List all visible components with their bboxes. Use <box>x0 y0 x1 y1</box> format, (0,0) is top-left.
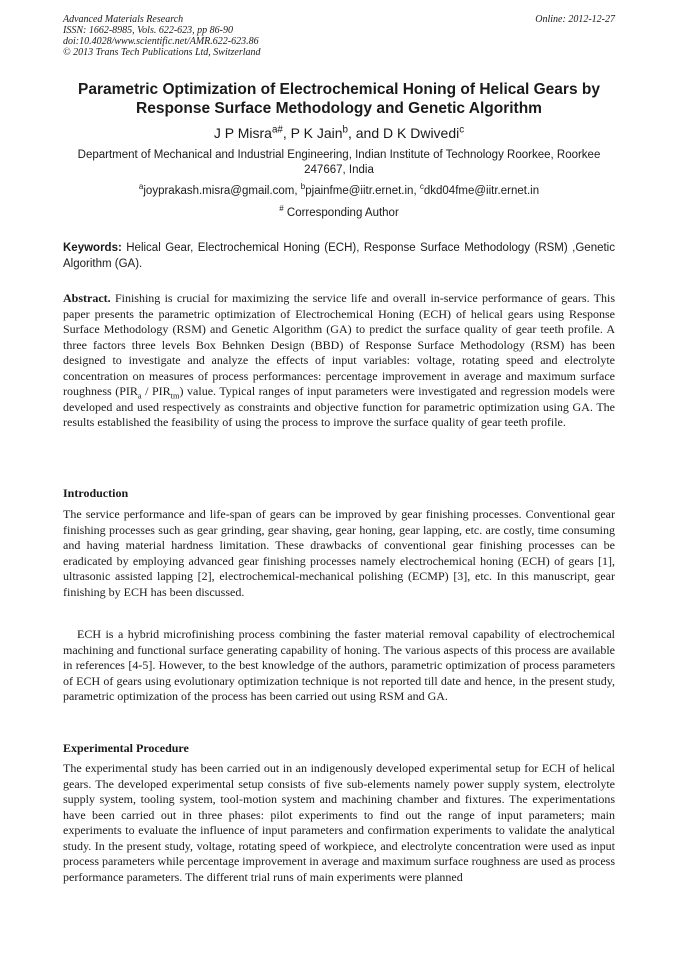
email-address: dkd04fme@iitr.ernet.in <box>423 185 540 197</box>
corresponding-text: Corresponding Author <box>283 207 399 219</box>
keywords-label: Keywords: <box>63 242 122 254</box>
corresponding-author-note <box>60 206 618 221</box>
abstract-label: Abstract. <box>63 291 111 305</box>
email-marker: b <box>300 182 306 192</box>
paper-title: Parametric Optimization of Electrochemical Honing of Helical Gears by Response Surface Methodology and Genetic Algorithm <box>78 81 600 117</box>
abstract-subscript: tm <box>170 391 180 401</box>
email-marker: c <box>419 182 424 192</box>
abstract-subscript: a <box>137 391 142 401</box>
abstract-text: Finishing is crucial for maximizing the service life and overall in-service performance of gears. This paper presents the parametric optimization of Electrochemical Honing (ECH) of helical gears using Response Surface Methodology (RSM) and Genetic Algorithm (GA) to predict the surface quality of gear teeth profile. A three factors three levels Box Behnken Design (BBD) of Response Surface Methodology (RSM) has been designed to investigate and analyze the effects of input variables: voltage, rotating speed and electrolyte concentration on measures of process performances: percentage improvement in average and maximum surface roughness (PIR <box>63 291 615 398</box>
author-emails <box>60 184 618 199</box>
affiliation: Department of Mechanical and Industrial Engineering, Indian Institute of Technology Roorkee, Roorkee 247667, India <box>77 149 601 176</box>
journal-doi: doi:10.4028/www.scientific.net/AMR.622-623.86 <box>63 36 259 47</box>
journal-name: Advanced Materials Research <box>63 14 184 25</box>
author-marker: c <box>459 124 465 136</box>
author-list <box>60 124 618 142</box>
keywords <box>63 240 615 272</box>
introduction-paragraph: ECH is a hybrid microfinishing process combining the faster material removal capability of electrochemical machining and functional surface generating capability of honing. The various aspects of this process are available in references [4-5]. However, to the best knowledge of the authors, parametric optimization of process parameters of ECH of gears using evolutionary optimization technique is not reported till date and hence, in the present study, parametric optimization of the process has been carried out using RSM and GA. <box>63 627 615 703</box>
author-marker: b <box>342 124 348 136</box>
journal-issn: ISSN: 1662-8985, Vols. 622-623, pp 86-90 <box>63 25 233 36</box>
introduction-heading: Introduction <box>63 486 129 500</box>
online-date: Online: 2012-12-27 <box>535 14 615 25</box>
abstract-text: ) value. Typical ranges of input parameters were investigated and regression models were developed and used respectively as constraints and objective function for parametric optimization using GA. The results established the feasibility of using the process to improve the surface quality of gear teeth profile. <box>63 384 615 429</box>
author-marker: a# <box>271 124 283 136</box>
author-separator: , and <box>347 125 383 141</box>
experimental-paragraph: The experimental study has been carried out in an indigenously developed experimental setup for ECH of helical gears. The developed experimental setup consists of five sub-elements namely power supply system, electrolyte supply system, tooling system, tool-motion system and machining chamber and fixtures. The experimentations have been carried out in three phases: pilot experiments to find out the range of input parameters; main experiments to evaluate the influence of input parameters and confirmation experiments to validate the analytical study. In the present study, voltage, rotating speed of workpiece, and electrolyte concentration were used as input process parameters while percentage improvement in average and maximum surface roughness are used as process performance parameters. The different trial runs of main experiments were planned <box>63 761 615 884</box>
email-marker: a <box>138 182 144 192</box>
corresponding-marker: # <box>279 204 284 214</box>
author-name: P K Jain <box>290 125 343 141</box>
experimental-heading: Experimental Procedure <box>63 741 189 755</box>
email-address: pjainfme@iitr.ernet.in, <box>305 185 420 197</box>
journal-header <box>63 14 615 58</box>
author-name: D K Dwivedi <box>383 125 460 141</box>
journal-copyright: © 2013 Trans Tech Publications Ltd, Switzerland <box>63 47 261 58</box>
introduction-paragraph: The service performance and life-span of gears can be improved by gear finishing processes. Conventional gear finishing processes such as gear grinding, gear shaving, gear honing, gear lapping, etc. are costly, time consuming and having material hardness limitation. These drawbacks of conventional gear finishing processes can be eradicated by employing advanced gear finishing processes namely electrochemical honing (ECH) of gears [1], ultrasonic assisted lapping [2], electrochemical-mechanical polishing (ECMP) [3], etc. In this manuscript, gear finishing by ECH has been discussed. <box>63 507 615 599</box>
abstract-text: / PIR <box>141 384 171 398</box>
abstract <box>63 291 615 431</box>
author-name: J P Misra <box>213 125 272 141</box>
keywords-text: Helical Gear, Electrochemical Honing (ECH), Response Surface Methodology (RSM) ,Genetic Algorithm (GA). <box>63 242 615 270</box>
email-address: joyprakash.misra@gmail.com, <box>143 185 301 197</box>
author-separator: , <box>282 125 291 141</box>
